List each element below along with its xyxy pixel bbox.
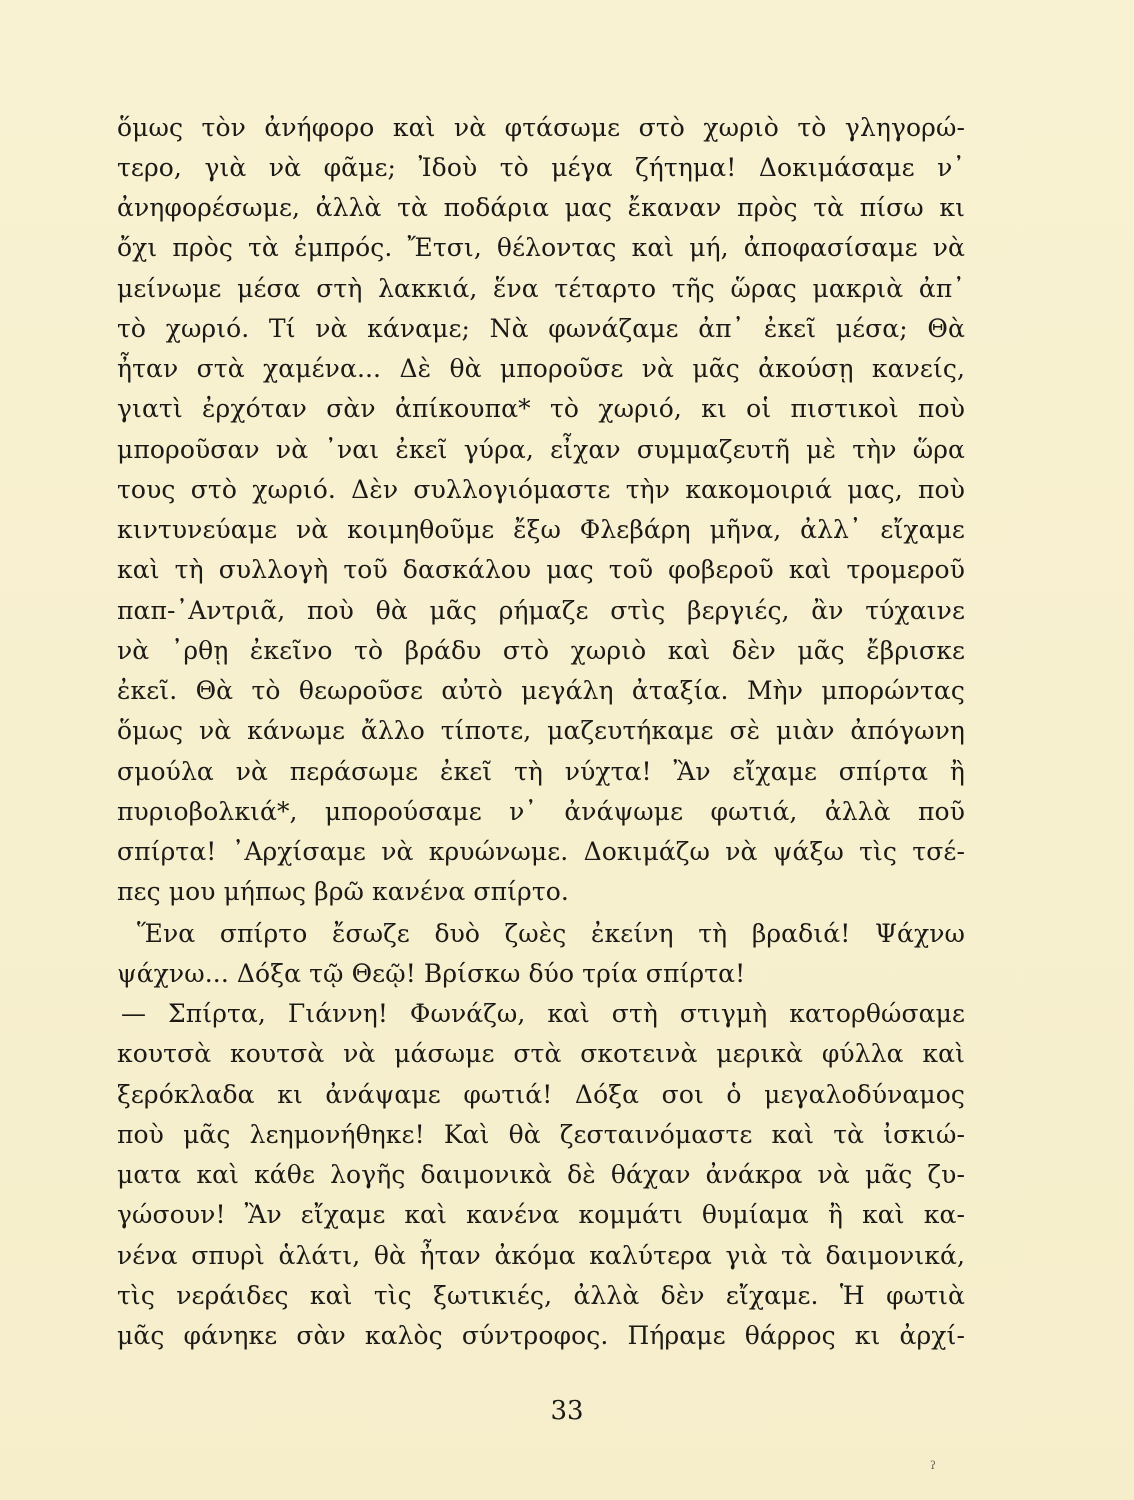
text-line: παπ-᾿Αντριᾶ, ποὺ θὰ μᾶς ρήμαζε στὶς βεργιές, ἂν τύχαινε [117, 596, 965, 625]
text-line: νένα σπυρὶ ἁλάτι, θὰ ἦταν ἀκόμα καλύτερα γιὰ τὰ δαιμονικά, [117, 1241, 965, 1270]
text-line: — Σπίρτα, Γιάννη! Φωνάζω, καὶ στὴ στιγμὴ κατορθώσαμε [121, 999, 965, 1028]
text-line: πυριοβολκιά*, μπορούσαμε ν᾿ ἀνάψωμε φωτιά, ἀλλὰ ποῦ [117, 797, 965, 826]
text-line: μείνωμε μέσα στὴ λακκιά, ἕνα τέταρτο τῆς ὥρας μακριὰ ἀπ᾿ [117, 274, 965, 303]
text-line: γιατὶ ἐρχόταν σὰν ἀπίκουπα* τὸ χωριό, κι οἱ πιστικοὶ ποὺ [117, 394, 965, 423]
text-line: μᾶς φάνηκε σὰν καλὸς σύντροφος. Πήραμε θάρρος κι ἀρχί- [117, 1321, 965, 1350]
text-line: Ἕνα σπίρτο ἔσωζε δυὸ ζωὲς ἐκείνη τὴ βραδιά! Ψάχνω [137, 919, 965, 948]
text-line: πες μου μήπως βρῶ κανένα σπίρτο. [117, 877, 569, 906]
text-line: τους στὸ χωριό. Δὲν συλλογιόμαστε τὴν κακομοιριά μας, ποὺ [117, 475, 965, 504]
text-line: τὸ χωριό. Τί νὰ κάναμε; Νὰ φωνάζαμε ἀπ᾿ ἐκεῖ μέσα; Θὰ [117, 314, 965, 343]
text-line: κουτσὰ κουτσὰ νὰ μάσωμε στὰ σκοτεινὰ μερικὰ φύλλα καὶ [117, 1039, 965, 1068]
text-line: κιντυνεύαμε νὰ κοιμηθοῦμε ἔξω Φλεβάρη μῆνα, ἀλλ᾿ εἴχαμε [117, 515, 965, 544]
text-line: σπίρτα! ᾿Αρχίσαμε νὰ κρυώνωμε. Δοκιμάζω νὰ ψάξω τὶς τσέ- [117, 837, 965, 866]
text-line: ὄχι πρὸς τὰ ἐμπρός. Ἔτσι, θέλοντας καὶ μή, ἀποφασίσαμε νὰ [117, 233, 965, 262]
text-line: νὰ ᾽ρθῃ ἐκεῖνο τὸ βράδυ στὸ χωριὸ καὶ δὲν μᾶς ἔβρισκε [117, 636, 965, 665]
text-line: γώσουν! Ἂν εἴχαμε καὶ κανένα κομμάτι θυμίαμα ἢ καὶ κα- [117, 1200, 965, 1229]
text-line: τὶς νεράιδες καὶ τὶς ξωτικιές, ἀλλὰ δὲν εἴχαμε. Ἡ φωτιὰ [117, 1281, 965, 1310]
text-line: μποροῦσαν νὰ ᾽ναι ἐκεῖ γύρα, εἶχαν συμμαζευτῆ μὲ τὴν ὥρα [117, 435, 965, 464]
text-line: τερο, γιὰ νὰ φᾶμε; Ἰδοὺ τὸ μέγα ζήτημα! Δοκιμάσαμε ν᾿ [117, 153, 965, 182]
text-line: ὅμως νὰ κάνωμε ἄλλο τίποτε, μαζευτήκαμε σὲ μιὰν ἀπόγωνη [117, 716, 965, 745]
body-text [117, 108, 965, 1378]
text-line: καὶ τὴ συλλογὴ τοῦ δασκάλου μας τοῦ φοβεροῦ καὶ τρομεροῦ [117, 555, 965, 584]
text-line: ματα καὶ κάθε λογῆς δαιμονικὰ δὲ θάχαν ἀνάκρα νὰ μᾶς ζυ- [117, 1160, 965, 1189]
text-line: ἦταν στὰ χαμένα... Δὲ θὰ μποροῦσε νὰ μᾶς ἀκούσῃ κανείς, [117, 354, 965, 383]
text-line: ποὺ μᾶς λεημονήθηκε! Καὶ θὰ ζεσταινόμαστε καὶ τὰ ἰσκιώ- [117, 1120, 965, 1149]
text-line: ὅμως τὸν ἀνήφορο καὶ νὰ φτάσωμε στὸ χωριὸ τὸ γληγορώ- [117, 113, 965, 142]
text-line: σμούλα νὰ περάσωμε ἐκεῖ τὴ νύχτα! Ἂν εἴχαμε σπίρτα ἢ [117, 757, 965, 786]
page-number: 33 [550, 1396, 584, 1426]
text-line: ξερόκλαδα κι ἀνάψαμε φωτιά! Δόξα σοι ὁ μεγαλοδύναμος [117, 1080, 965, 1109]
text-line: ἀνηφορέσωμε, ἀλλὰ τὰ ποδάρια μας ἔκαναν πρὸς τὰ πίσω κι [117, 193, 965, 222]
text-line: ψάχνω... Δόξα τῷ Θεῷ! Βρίσκω δύο τρία σπίρτα! [117, 959, 746, 988]
corner-mark: ʔ [930, 1459, 936, 1472]
text-line: ἐκεῖ. Θὰ τὸ θεωροῦσε αὐτὸ μεγάλη ἀταξία. Μὴν μπορώντας [117, 676, 965, 705]
